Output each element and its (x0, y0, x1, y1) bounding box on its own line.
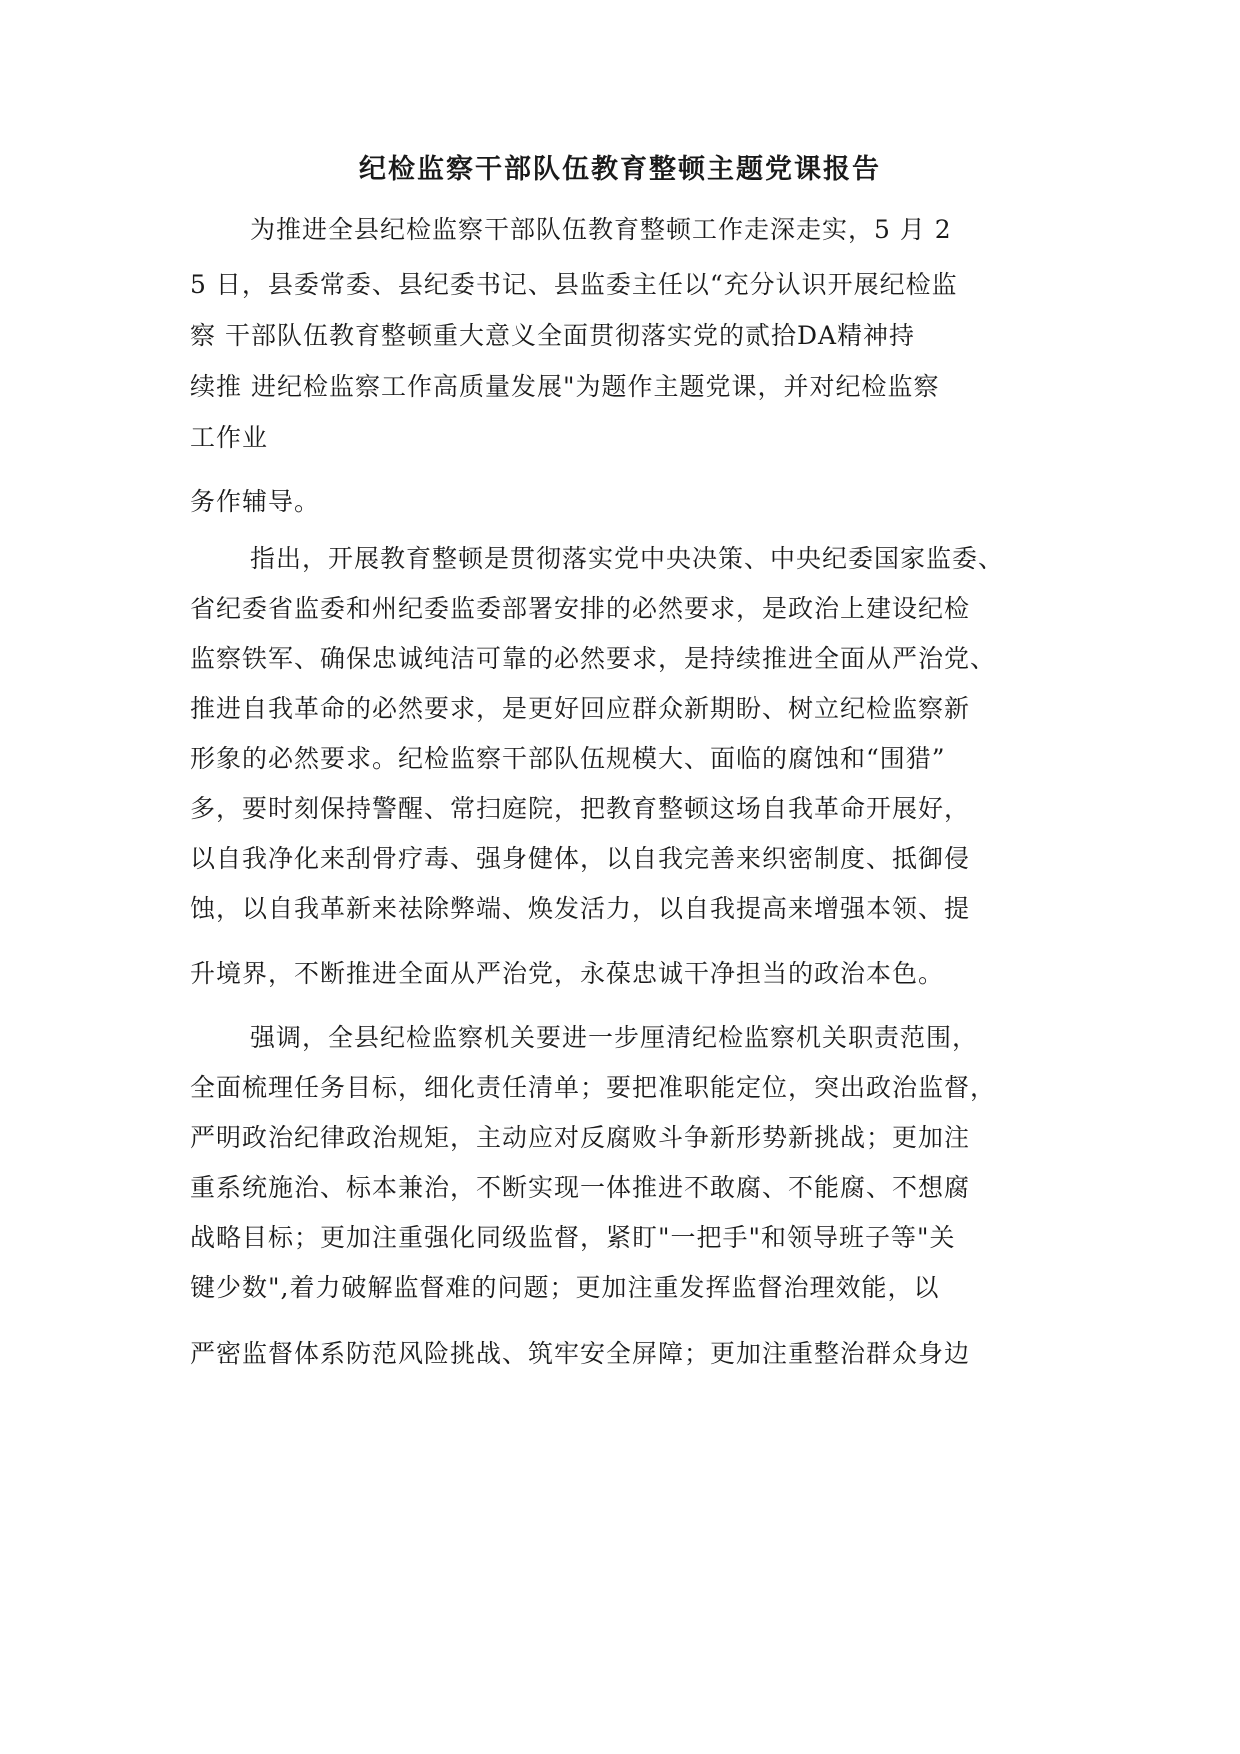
text-line: 重系统施治、标本兼治，不断实现一体推进不敢腐、不能腐、不想腐 (190, 1173, 971, 1202)
text-line: 5 日，县委常委、县纪委书记、县监委主任以“充分认识开展纪检监 (190, 270, 958, 299)
text-line: 工作业 (190, 423, 269, 452)
document-title: 纪检监察干部队伍教育整顿主题党课报告 (359, 154, 881, 185)
text-line: 为推进全县纪检监察干部队伍教育整顿工作走深走实，5 月 2 (250, 215, 952, 244)
text-line: 多，要时刻保持警醒、常扫庭院，把教育整顿这场自我革命开展好， (190, 794, 971, 823)
text-line: 监察铁军、确保忠诚纯洁可靠的必然要求，是持续推进全面从严治党、 (190, 644, 997, 673)
text-line: 察 干部队伍教育整顿重大意义全面贯彻落实党的贰拾DA精神持 (190, 321, 916, 350)
text-line: 务作辅导。 (190, 487, 321, 516)
text-line: 以自我净化来刮骨疗毒、强身健体，以自我完善来织密制度、抵御侵 (190, 844, 971, 873)
text-line: 续推 进纪检监察工作高质量发展"为题作主题党课，并对纪检监察 (190, 372, 940, 401)
text-line: 形象的必然要求。纪检监察干部队伍规模大、面临的腐蚀和“围猎” (190, 744, 946, 773)
text-line: 升境界，不断推进全面从严治党，永葆忠诚干净担当的政治本色。 (190, 959, 945, 988)
text-line: 严明政治纪律政治规矩，主动应对反腐败斗争新形势新挑战；更加注 (190, 1123, 971, 1152)
text-line: 严密监督体系防范风险挑战、筑牢安全屏障；更加注重整治群众身边 (190, 1339, 971, 1368)
text-line: 键少数",着力破解监督难的问题；更加注重发挥监督治理效能，以 (190, 1273, 940, 1302)
text-line: 省纪委省监委和州纪委监委部署安排的必然要求，是政治上建设纪检 (190, 594, 971, 623)
text-line: 指出，开展教育整顿是贯彻落实党中央决策、中央纪委国家监委、 (250, 544, 1005, 573)
text-line: 全面梳理任务目标，细化责任清单；要把准职能定位，突出政治监督， (190, 1073, 997, 1102)
text-line: 战略目标；更加注重强化同级监督，紧盯"一把手"和领导班子等"关 (190, 1223, 956, 1252)
text-line: 推进自我革命的必然要求，是更好回应群众新期盼、树立纪检监察新 (190, 694, 971, 723)
text-line: 蚀，以自我革新来祛除弊端、焕发活力，以自我提高来增强本领、提 (190, 894, 971, 923)
text-line: 强调，全县纪检监察机关要进一步厘清纪检监察机关职责范围， (250, 1023, 979, 1052)
